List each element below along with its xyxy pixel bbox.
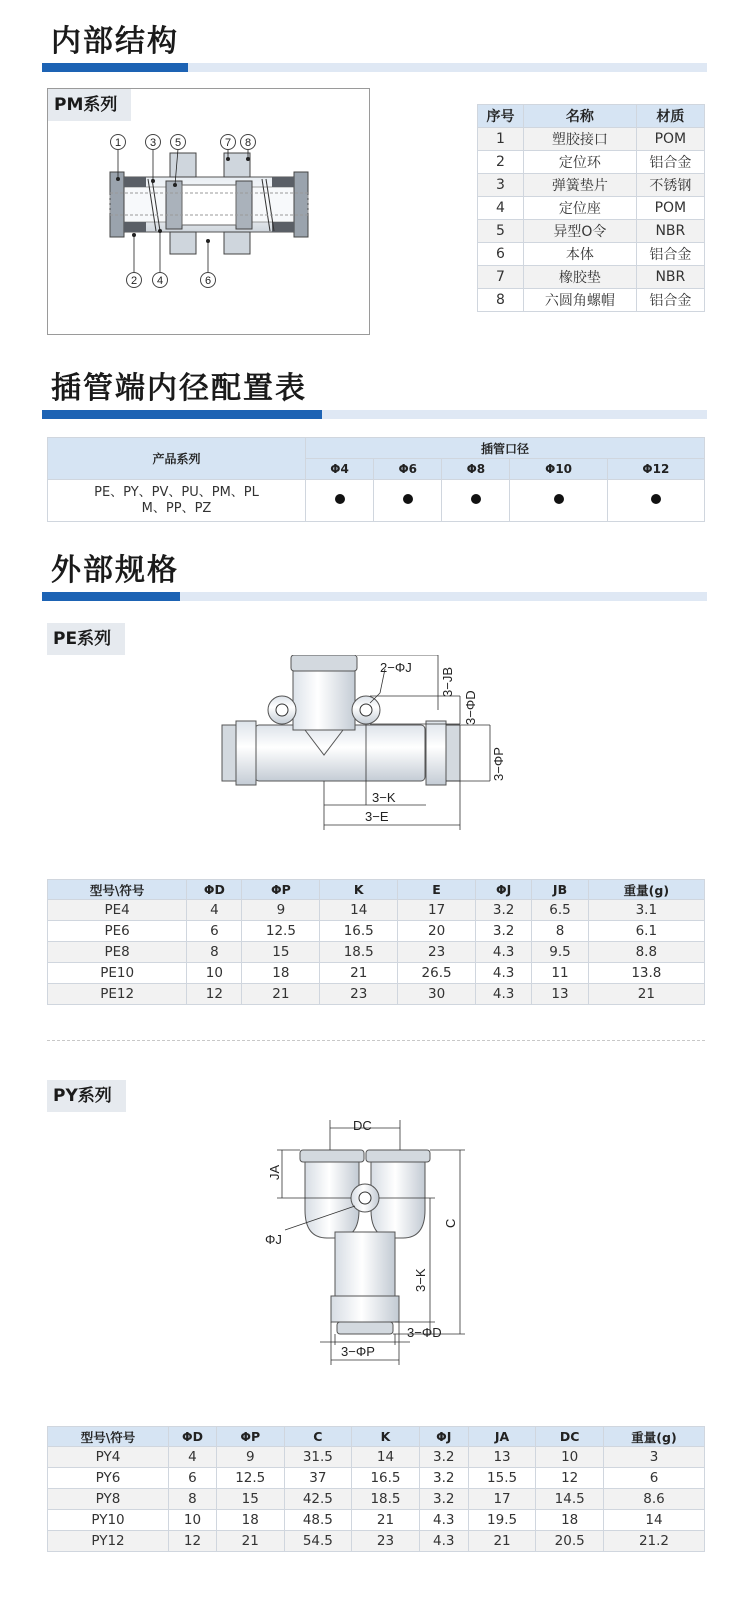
- table-cell: 8: [187, 942, 242, 963]
- py-dim-dc: DC: [353, 1120, 372, 1133]
- spec-header: ΦJ: [476, 880, 532, 900]
- table-cell: 14: [603, 1510, 704, 1531]
- table-row: [48, 1489, 705, 1510]
- available-dot-icon: [403, 494, 413, 504]
- py-dim-c: C: [443, 1218, 458, 1228]
- table-cell: 18.5: [352, 1489, 420, 1510]
- pe-dim-e: 3−E: [365, 809, 389, 824]
- py-dim-ja: JA: [267, 1164, 282, 1180]
- table-cell: 异型O令: [524, 220, 637, 243]
- table-row: [48, 1531, 705, 1552]
- spec-header: ΦP: [216, 1427, 284, 1447]
- bore-availability-cell: [442, 480, 510, 522]
- table-cell: 六圆角螺帽: [524, 289, 637, 312]
- table-cell: 14.5: [536, 1489, 604, 1510]
- table-cell: 21: [468, 1531, 536, 1552]
- py-dimension-drawing: [265, 1120, 485, 1420]
- available-dot-icon: [651, 494, 661, 504]
- table-cell: 3.1: [588, 900, 704, 921]
- callout-6: 6: [204, 275, 212, 287]
- section-bar: [42, 410, 707, 419]
- table-cell: 30: [398, 984, 476, 1005]
- table-cell: 18: [216, 1510, 284, 1531]
- table-cell: 21: [352, 1510, 420, 1531]
- section-title-bore: 插管端内径配置表: [51, 371, 307, 406]
- table-row: [478, 266, 705, 289]
- section-bar: [42, 592, 707, 601]
- bore-config-table: [47, 437, 705, 522]
- table-cell: 13: [468, 1447, 536, 1468]
- pm-diagram-box: [47, 88, 370, 335]
- table-cell: NBR: [636, 266, 704, 289]
- table-cell: 3.2: [419, 1447, 468, 1468]
- table-row: [48, 921, 705, 942]
- bore-series-cell: [48, 480, 306, 522]
- table-cell: 9.5: [532, 942, 588, 963]
- table-cell: 9: [216, 1447, 284, 1468]
- table-cell: 4: [187, 900, 242, 921]
- spec-header: ΦJ: [419, 1427, 468, 1447]
- table-cell: 48.5: [284, 1510, 352, 1531]
- spec-header: 型号\符号: [48, 1427, 169, 1447]
- table-cell: PE6: [48, 921, 187, 942]
- spec-header: ΦD: [187, 880, 242, 900]
- table-cell: 铝合金: [636, 289, 704, 312]
- spec-header: ΦP: [242, 880, 320, 900]
- spec-header: JB: [532, 880, 588, 900]
- table-cell: 8: [532, 921, 588, 942]
- spec-header: JA: [468, 1427, 536, 1447]
- table-cell: 18.5: [320, 942, 398, 963]
- spec-header: 重量(g): [603, 1427, 704, 1447]
- pe-dim-j: 2−ΦJ: [380, 660, 412, 675]
- py-series-label: PY系列: [47, 1080, 126, 1112]
- table-cell: 13: [532, 984, 588, 1005]
- table-cell: 12: [187, 984, 242, 1005]
- table-cell: 9: [242, 900, 320, 921]
- spec-header: E: [398, 880, 476, 900]
- table-cell: 12: [169, 1531, 217, 1552]
- bore-group-header: 插管口径: [306, 438, 705, 459]
- table-cell: 4.3: [419, 1510, 468, 1531]
- table-cell: 10: [536, 1447, 604, 1468]
- table-row: [478, 151, 705, 174]
- py-dim-k: 3−K: [413, 1268, 428, 1292]
- table-cell: 54.5: [284, 1531, 352, 1552]
- pm-series-label: PM系列: [48, 89, 131, 121]
- table-cell: 21: [242, 984, 320, 1005]
- table-cell: POM: [636, 197, 704, 220]
- table-cell: 3.2: [476, 900, 532, 921]
- bore-availability-cell: [306, 480, 374, 522]
- table-row: [48, 1468, 705, 1489]
- bore-series-line1: PE、PY、PV、PU、PM、PL: [94, 484, 259, 500]
- table-cell: 8.6: [603, 1489, 704, 1510]
- table-cell: 6: [603, 1468, 704, 1489]
- table-cell: 3: [478, 174, 524, 197]
- spec-header: K: [352, 1427, 420, 1447]
- table-cell: PY4: [48, 1447, 169, 1468]
- spec-header: K: [320, 880, 398, 900]
- table-cell: 3.2: [419, 1489, 468, 1510]
- table-cell: 不锈钢: [636, 174, 704, 197]
- table-cell: PY6: [48, 1468, 169, 1489]
- bore-availability-cell: [607, 480, 704, 522]
- table-row: [478, 128, 705, 151]
- table-cell: 8: [169, 1489, 217, 1510]
- bore-series-line2: M、PP、PZ: [141, 500, 212, 516]
- table-cell: 铝合金: [636, 151, 704, 174]
- table-cell: 15: [242, 942, 320, 963]
- available-dot-icon: [554, 494, 564, 504]
- table-cell: 16.5: [352, 1468, 420, 1489]
- table-cell: 14: [320, 900, 398, 921]
- section-title-external: 外部规格: [51, 553, 179, 588]
- table-cell: 21: [588, 984, 704, 1005]
- table-cell: 21: [216, 1531, 284, 1552]
- bore-size-header: Φ4: [306, 459, 374, 480]
- section-divider: [47, 1040, 705, 1041]
- py-dim-p: 3−ΦP: [341, 1344, 375, 1359]
- py-dim-j: ΦJ: [265, 1232, 282, 1247]
- section-title-internal: 内部结构: [51, 24, 179, 59]
- callout-1: 1: [114, 137, 122, 149]
- table-row: [48, 1510, 705, 1531]
- spec-header: 型号\符号: [48, 880, 187, 900]
- bore-size-header: Φ8: [442, 459, 510, 480]
- table-cell: 橡胶垫: [524, 266, 637, 289]
- available-dot-icon: [471, 494, 481, 504]
- py-spec-table: [47, 1426, 705, 1552]
- callout-5: 5: [174, 137, 182, 149]
- table-cell: 12.5: [216, 1468, 284, 1489]
- table-cell: 4: [169, 1447, 217, 1468]
- spec-header: DC: [536, 1427, 604, 1447]
- table-row: [478, 289, 705, 312]
- table-cell: 10: [187, 963, 242, 984]
- table-cell: 4.3: [476, 942, 532, 963]
- table-cell: 塑胶接口: [524, 128, 637, 151]
- table-cell: 31.5: [284, 1447, 352, 1468]
- bore-availability-cell: [510, 480, 607, 522]
- callout-2: 2: [130, 275, 138, 287]
- pe-dimension-drawing: [220, 655, 540, 875]
- table-cell: 6: [187, 921, 242, 942]
- spec-header: 重量(g): [588, 880, 704, 900]
- pm-cross-section-diagram: [48, 89, 369, 334]
- table-cell: 20.5: [536, 1531, 604, 1552]
- table-cell: 铝合金: [636, 243, 704, 266]
- table-cell: 6: [169, 1468, 217, 1489]
- table-cell: 23: [352, 1531, 420, 1552]
- bore-series-header: 产品系列: [48, 438, 306, 480]
- table-cell: 23: [398, 942, 476, 963]
- table-cell: 42.5: [284, 1489, 352, 1510]
- table-cell: PY8: [48, 1489, 169, 1510]
- bore-availability-cell: [374, 480, 442, 522]
- pe-dim-k: 3−K: [372, 790, 396, 805]
- table-row: [48, 900, 705, 921]
- table-cell: 19.5: [468, 1510, 536, 1531]
- pe-spec-table: [47, 879, 705, 1005]
- table-cell: 本体: [524, 243, 637, 266]
- table-cell: 4: [478, 197, 524, 220]
- table-cell: 21.2: [603, 1531, 704, 1552]
- available-dot-icon: [335, 494, 345, 504]
- table-cell: 8.8: [588, 942, 704, 963]
- table-cell: 20: [398, 921, 476, 942]
- table-cell: 弹簧垫片: [524, 174, 637, 197]
- callout-4: 4: [156, 275, 164, 287]
- materials-header-no: 序号: [478, 105, 524, 128]
- table-cell: 4.3: [476, 963, 532, 984]
- table-cell: 15.5: [468, 1468, 536, 1489]
- table-cell: 6: [478, 243, 524, 266]
- table-cell: NBR: [636, 220, 704, 243]
- table-cell: 定位环: [524, 151, 637, 174]
- table-row: [478, 220, 705, 243]
- table-cell: 4.3: [476, 984, 532, 1005]
- callout-8: 8: [244, 137, 252, 149]
- table-cell: 定位座: [524, 197, 637, 220]
- table-row: [478, 197, 705, 220]
- table-cell: 26.5: [398, 963, 476, 984]
- table-cell: PY12: [48, 1531, 169, 1552]
- table-cell: 2: [478, 151, 524, 174]
- table-cell: 13.8: [588, 963, 704, 984]
- table-cell: 17: [468, 1489, 536, 1510]
- section-bar: [42, 63, 707, 72]
- bore-size-header: Φ10: [510, 459, 607, 480]
- table-cell: 23: [320, 984, 398, 1005]
- table-cell: 1: [478, 128, 524, 151]
- table-cell: PY10: [48, 1510, 169, 1531]
- table-cell: POM: [636, 128, 704, 151]
- spec-header: ΦD: [169, 1427, 217, 1447]
- bore-size-header: Φ12: [607, 459, 704, 480]
- table-cell: 7: [478, 266, 524, 289]
- table-cell: 15: [216, 1489, 284, 1510]
- table-cell: 12: [536, 1468, 604, 1489]
- table-cell: 14: [352, 1447, 420, 1468]
- table-row: [48, 963, 705, 984]
- table-cell: 37: [284, 1468, 352, 1489]
- table-cell: 17: [398, 900, 476, 921]
- table-cell: 6.1: [588, 921, 704, 942]
- table-cell: 11: [532, 963, 588, 984]
- table-row: [478, 243, 705, 266]
- py-dim-d: 3−ΦD: [407, 1325, 442, 1340]
- table-cell: 18: [536, 1510, 604, 1531]
- table-row: [48, 984, 705, 1005]
- pe-dim-p: 3−ΦP: [491, 747, 506, 781]
- table-cell: 3.2: [476, 921, 532, 942]
- table-cell: 3.2: [419, 1468, 468, 1489]
- pe-series-label: PE系列: [47, 623, 125, 655]
- table-row: [478, 174, 705, 197]
- pe-dim-d: 3−ΦD: [463, 690, 478, 725]
- table-cell: 5: [478, 220, 524, 243]
- table-cell: 3: [603, 1447, 704, 1468]
- pe-dim-jb: 3−JB: [440, 667, 455, 697]
- callout-3: 3: [149, 137, 157, 149]
- table-cell: 12.5: [242, 921, 320, 942]
- table-row: [48, 1447, 705, 1468]
- table-cell: PE10: [48, 963, 187, 984]
- bore-size-header: Φ6: [374, 459, 442, 480]
- table-cell: 6.5: [532, 900, 588, 921]
- materials-header-material: 材质: [636, 105, 704, 128]
- table-cell: 16.5: [320, 921, 398, 942]
- spec-header: C: [284, 1427, 352, 1447]
- materials-header-name: 名称: [524, 105, 637, 128]
- table-cell: 8: [478, 289, 524, 312]
- materials-table: [477, 104, 705, 312]
- table-cell: 4.3: [419, 1531, 468, 1552]
- table-cell: 10: [169, 1510, 217, 1531]
- table-cell: PE8: [48, 942, 187, 963]
- table-cell: PE12: [48, 984, 187, 1005]
- table-cell: PE4: [48, 900, 187, 921]
- callout-7: 7: [224, 137, 232, 149]
- table-row: [48, 942, 705, 963]
- table-cell: 21: [320, 963, 398, 984]
- table-cell: 18: [242, 963, 320, 984]
